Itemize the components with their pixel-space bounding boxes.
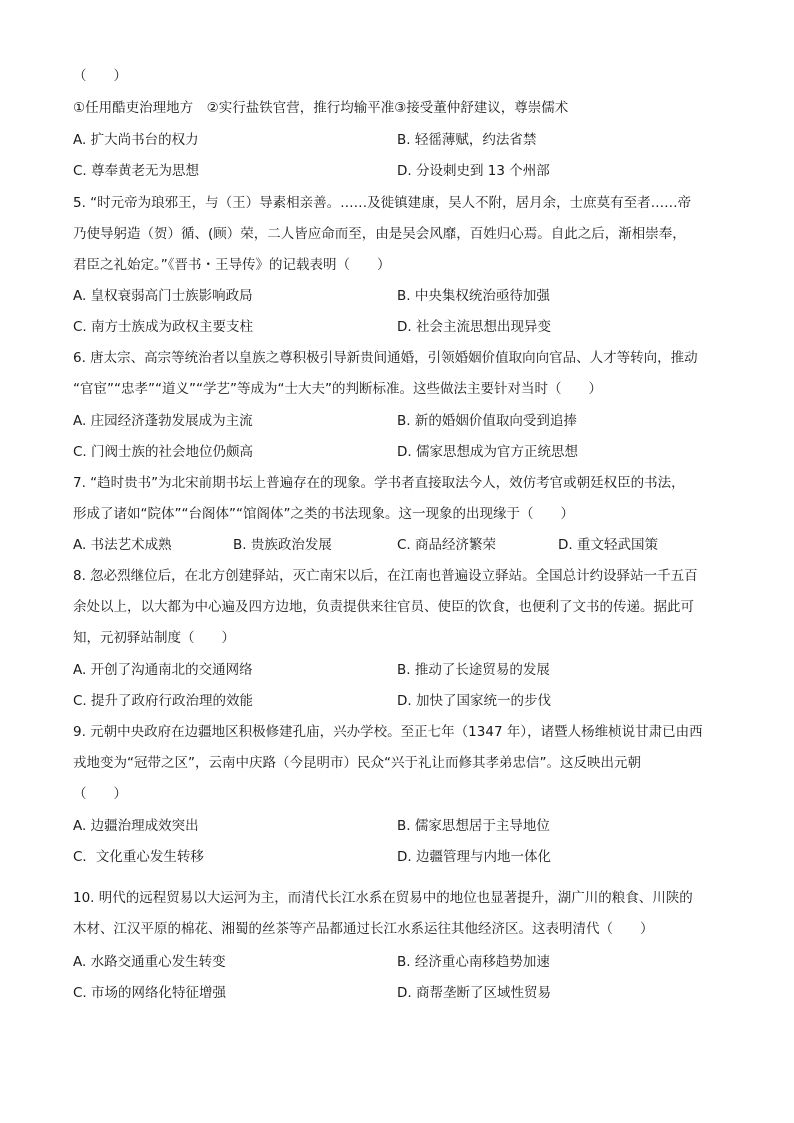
q4-option-c: C. 尊奉黄老无为思想 (73, 163, 200, 179)
q4-option-a: A. 扩大尚书台的权力 (73, 132, 199, 148)
q4-option-b: B. 轻徭薄赋，约法省禁 (397, 132, 537, 148)
q7-option-c: C. 商品经济繁荣 (397, 537, 497, 553)
q4-items: ①任用酷吏治理地方 ②实行盐铁官营，推行均输平准③接受董仲舒建议，尊崇儒术 (73, 100, 569, 116)
q10-option-a: A. 水路交通重心发生转变 (73, 954, 226, 970)
q10-option-b: B. 经济重心南移趋势加速 (397, 954, 550, 970)
q8-option-c: C. 提升了政府行政治理的效能 (73, 693, 254, 709)
q7-option-a: A. 书法艺术成熟 (73, 537, 172, 553)
q7-option-d: D. 重文轻武国策 (558, 537, 658, 553)
q8-stem-line-2: 余处以上，以大都为中心遍及四方边地，负责提供来往官员、使臣的饮食，也便利了文书的传递。据此可 (73, 599, 694, 615)
q9-stem-line-3: （ ） (73, 786, 127, 802)
q9-option-d: D. 边疆管理与内地一体化 (397, 849, 551, 865)
q5-option-a: A. 皇权衰弱高门士族影响政局 (73, 288, 253, 304)
q8-stem-line-3: 知，元初驿站制度（ ） (73, 630, 235, 646)
q5-stem-line-3: 君臣之礼始定。”《晋书・王导传》的记载表明（ ） (73, 257, 391, 273)
q5-option-d: D. 社会主流思想出现异变 (397, 319, 551, 335)
q8-option-d: D. 加快了国家统一的步伐 (397, 693, 551, 709)
q8-option-a: A. 开创了沟通南北的交通网络 (73, 662, 253, 678)
q9-stem-line-2: 戎地变为“冠带之区”，云南中庆路（今昆明市）民众“兴于礼让而修其孝弟忠信”。这反映出元朝 (73, 755, 641, 771)
q7-stem-line-1: 7. “趋时贵书”为北宋前期书坛上普遍存在的现象。学书者直接取法今人，效仿考官或朝廷权臣的书法， (73, 475, 685, 491)
q6-option-b: B. 新的婚姻价值取向受到追捧 (397, 413, 577, 429)
q6-stem-line-2: “官宦”“忠孝”“道义”“学艺”等成为“士大夫”的判断标准。这些做法主要针对当时（ ） (73, 381, 602, 397)
q4-option-d: D. 分设刺史到 13 个州部 (397, 163, 550, 179)
q10-stem-line-1: 10. 明代的远程贸易以大运河为主，而清代长江水系在贸易中的地位也显著提升，湖广川的粮食、川陕的 (73, 890, 693, 906)
q10-option-d: D. 商帮垄断了区域性贸易 (397, 985, 551, 1001)
q9-option-b: B. 儒家思想居于主导地位 (397, 818, 550, 834)
q4-paren: （ ） (73, 68, 127, 84)
q8-stem-line-1: 8. 忽必烈继位后，在北方创建驿站，灭亡南宋以后，在江南也普遍设立驿站。全国总计约设驿站一千五百 (73, 568, 698, 584)
q6-option-c: C. 门阀士族的社会地位仍颇高 (73, 444, 254, 460)
q5-option-c: C. 南方士族成为政权主要支柱 (73, 319, 254, 335)
q9-option-a: A. 边疆治理成效突出 (73, 818, 199, 834)
q9-stem-line-1: 9. 元朝中央政府在边疆地区积极修建孔庙，兴办学校。至正七年（1347 年），诸暨人杨维桢说甘肃已由西 (73, 724, 703, 740)
q5-stem-line-1: 5. “时元帝为琅邪王，与（王）导素相亲善。……及徙镇建康，吴人不附，居月余，士庶莫有至者……帝 (73, 195, 692, 211)
q5-stem-line-2: 乃使导躬造（贺）循、(顾）荣，二人皆应命而至，由是吴会风靡，百姓归心焉。自此之后，渐相崇奉， (73, 226, 686, 242)
q6-option-d: D. 儒家思想成为官方正统思想 (397, 444, 578, 460)
q10-stem-line-2: 木材、江汉平原的棉花、湘蜀的丝茶等产品都通过长江水系运往其他经济区。这表明清代（ ） (73, 921, 654, 937)
q5-option-b: B. 中央集权统治亟待加强 (397, 288, 550, 304)
q6-stem-line-1: 6. 唐太宗、高宗等统治者以皇族之尊积极引导新贵间通婚，引领婚姻价值取向向官品、人才等转向，推动 (73, 350, 698, 366)
q8-option-b: B. 推动了长途贸易的发展 (397, 662, 550, 678)
q7-option-b: B. 贵族政治发展 (233, 537, 332, 553)
q9-option-c: C．文化重心发生转移 (73, 849, 204, 865)
q10-option-c: C. 市场的网络化特征增强 (73, 985, 227, 1001)
q7-stem-line-2: 形成了诸如“院体”“台阁体”“馆阁体”之类的书法现象。这一现象的出现缘于（ ） (73, 506, 574, 522)
q6-option-a: A. 庄园经济蓬勃发展成为主流 (73, 413, 253, 429)
